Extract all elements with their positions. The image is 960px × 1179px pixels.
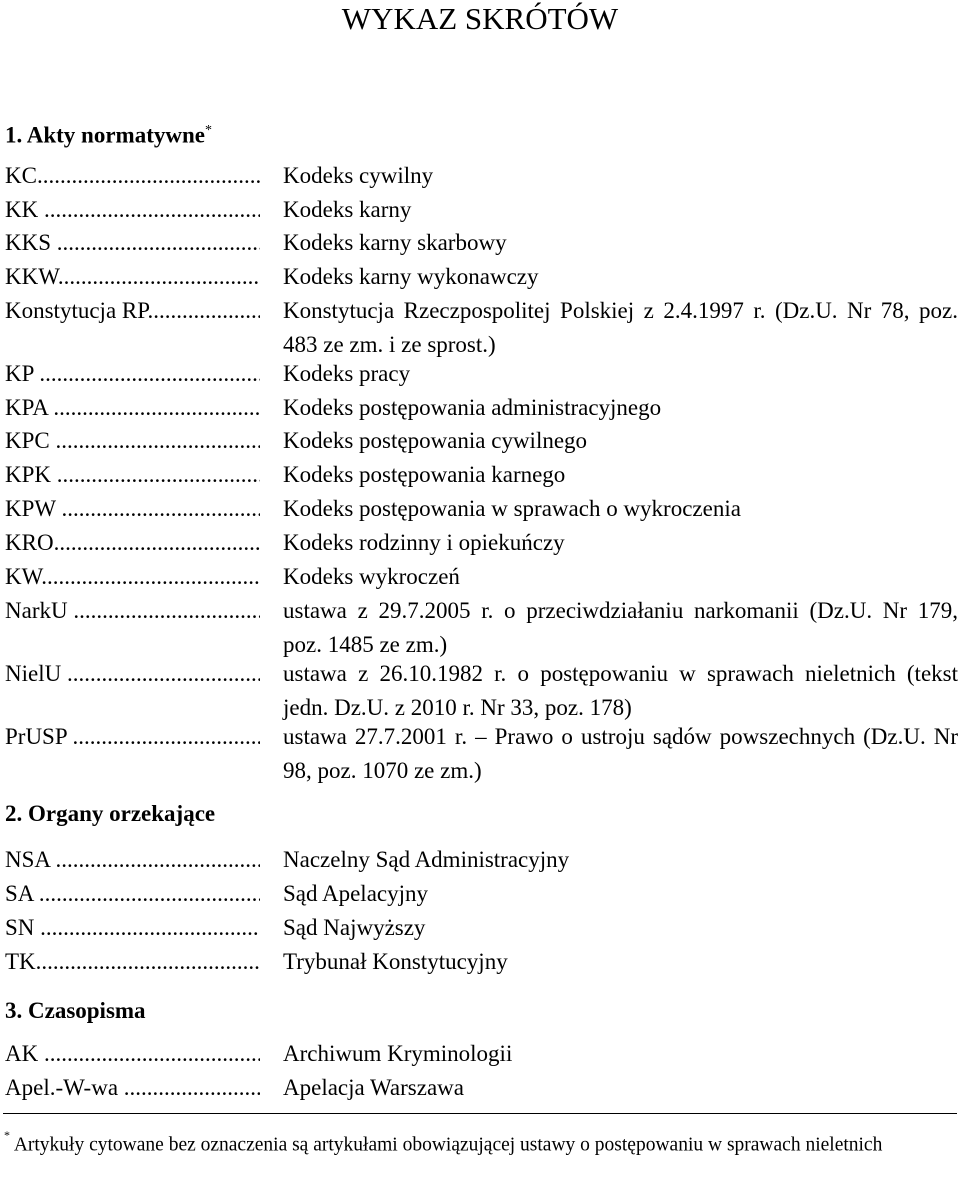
section-heading-courts: 2. Organy orzekające [5,801,216,826]
abbreviation-term: KPA ..... [5,391,260,425]
abbreviation-term: TK ..... [5,945,260,979]
abbreviation-term: KPW ..... [5,492,260,526]
abbreviation-term: Apel.-W-wa ..... [5,1071,260,1105]
abbreviation-term: KC ..... [5,159,260,193]
abbreviation-definition: Archiwum Kryminologii [283,1041,513,1066]
abbreviation-term: PrUSP ..... [5,720,260,754]
abbreviation-definition: Kodeks postępowania cywilnego [283,428,588,453]
abbreviation-term: NSA ..... [5,843,260,877]
abbreviation-definition: Sąd Apelacyjny [283,881,428,906]
abbreviation-term: KK ..... [5,193,260,227]
abbreviation-definition: Kodeks wykroczeń [283,564,460,589]
abbreviation-definition: Naczelny Sąd Administracyjny [283,847,570,872]
footnote-reference-marker: * [204,123,212,138]
abbreviation-definition: Kodeks karny wykonawczy [283,264,539,289]
abbreviation-definition: Kodeks postępowania administracyjnego [283,395,662,420]
abbreviation-term: AK ..... [5,1037,260,1071]
abbreviation-definition: ustawa 27.7.2001 r. – Prawo o ustroju sądów powszechnych (Dz.U. Nr 98, poz. 1070 ze zm.) [283,724,958,783]
abbreviation-definition: Kodeks pracy [283,361,411,386]
abbreviation-definition: Kodeks karny [283,197,412,222]
abbreviation-term: NielU ..... [5,657,260,691]
section-heading-text: 1. Akty normatywne [5,122,205,148]
abbreviation-definition: Kodeks postępowania karnego [283,462,566,487]
abbreviation-definition: Apelacja Warszawa [283,1075,464,1100]
abbreviation-definition: Kodeks karny skarbowy [283,230,507,255]
abbreviation-term: NarkU ..... [5,594,260,628]
abbreviation-definition: Kodeks postępowania w sprawach o wykroczenia [283,496,741,521]
footnote-marker: * [4,1128,10,1142]
abbreviation-definition: Kodeks rodzinny i opiekuńczy [283,530,565,555]
section-heading-acts [5,118,212,149]
abbreviation-definition: Sąd Najwyższy [283,915,426,940]
abbreviation-term: KPK ..... [5,458,260,492]
footnote-text: Artykuły cytowane bez oznaczenia są artykułami obowiązującej ustawy o postępowaniu w sprawach nieletnich [13,1134,883,1156]
abbreviation-definition: Konstytucja Rzeczpospolitej Polskiej z 2.4.1997 r. (Dz.U. Nr 78, poz. 483 ze zm. i ze sprost.) [283,298,958,357]
section-heading-journals: 3. Czasopisma [5,998,146,1023]
abbreviation-term: SA ..... [5,877,260,911]
abbreviation-term: KP ..... [5,357,260,391]
abbreviation-definition: Kodeks cywilny [283,163,434,188]
abbreviation-definition: ustawa z 29.7.2005 r. o przeciwdziałaniu narkomanii (Dz.U. Nr 179, poz. 1485 ze zm.) [283,598,958,657]
abbreviation-definition: Trybunał Konstytucyjny [283,949,508,974]
footnote-divider [3,1113,957,1114]
abbreviation-term: KW ..... [5,560,260,594]
abbreviation-term: KKS ..... [5,226,260,260]
abbreviation-term: Konstytucja RP ..... [5,294,260,328]
page-title: WYKAZ SKRÓTÓW [341,1,619,36]
abbreviation-definition: ustawa z 26.10.1982 r. o postępowaniu w sprawach nieletnich (tekst jedn. Dz.U. z 2010 r. Nr 33, poz. 178) [283,661,958,720]
abbreviation-term: KRO ..... [5,526,260,560]
abbreviation-term: KPC ..... [5,424,260,458]
footnote [4,1126,956,1159]
abbreviation-term: SN ..... [5,911,260,945]
abbreviation-term: KKW ..... [5,260,260,294]
